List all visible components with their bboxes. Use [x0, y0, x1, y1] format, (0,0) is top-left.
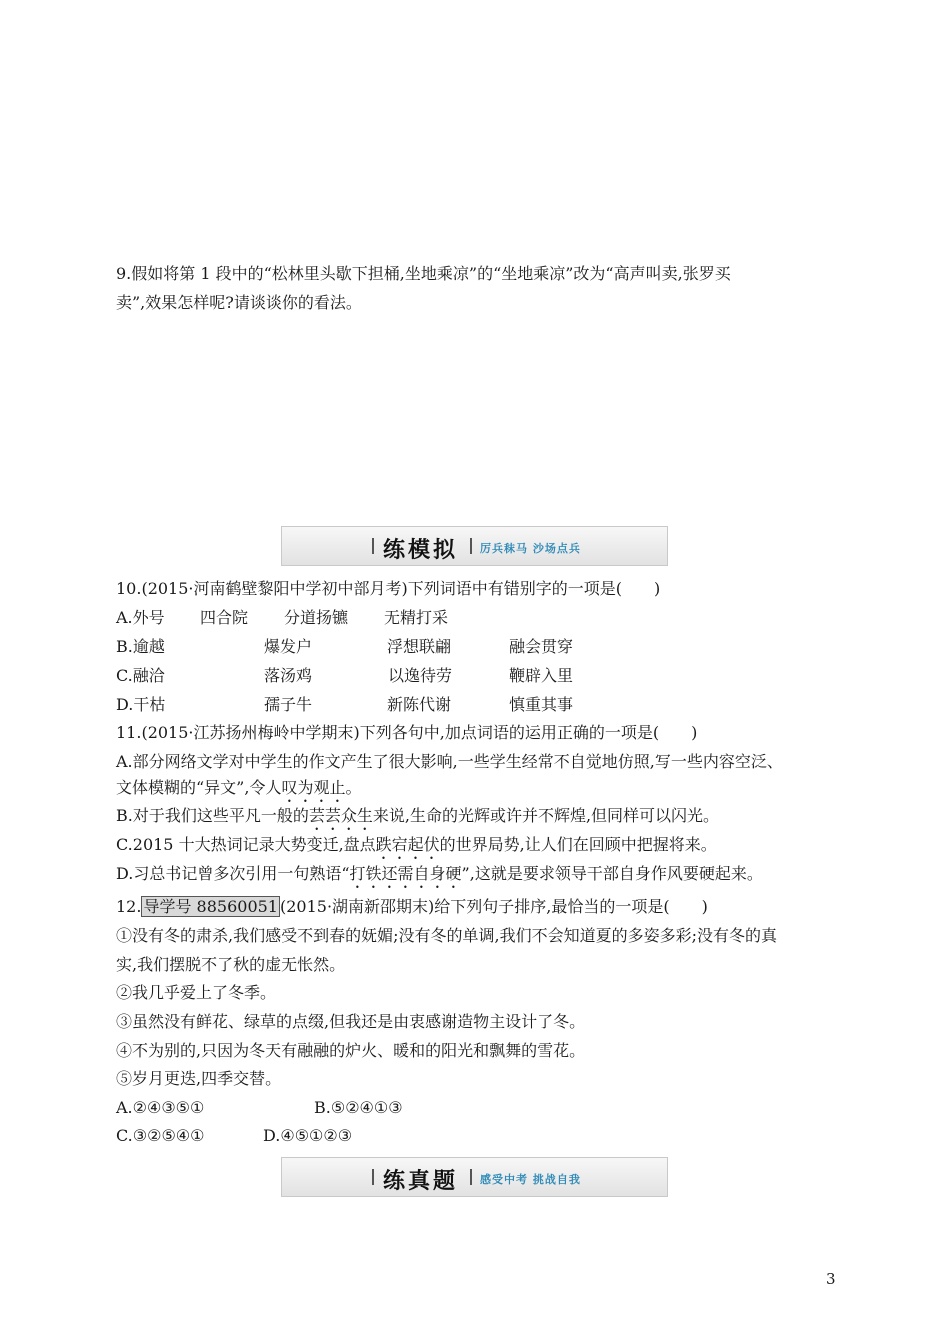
q11-option-a-line-1: A.部分网络文学对中学生的作文产生了很大影响,一些学生经常不自觉地仿照,写一些内容空泛、	[116, 752, 783, 771]
option-b: B.⑤②④①③	[314, 1098, 403, 1117]
banner-title: 练模拟	[383, 538, 459, 563]
section-banner-practice-real	[281, 1157, 668, 1197]
text: ”,这就是要求领导干部自身作风要硬起来。	[461, 864, 763, 883]
option-word: 孺子牛	[264, 695, 313, 714]
emphasized-phrase: 芸芸众生	[308, 806, 373, 825]
option-word: 鞭辟入里	[509, 666, 574, 685]
divider	[470, 1169, 472, 1185]
text: 的世界局势,让人们在回顾中把握将来。	[439, 835, 717, 854]
q12-sentence-3: ③虽然没有鲜花、绿草的点缀,但我还是由衷感谢造物主设计了冬。	[116, 1012, 586, 1031]
divider	[372, 538, 374, 554]
option-d: D.④⑤①②③	[263, 1126, 353, 1145]
text: C.2015 十大热词记录大势变迁,盘点	[116, 835, 376, 854]
option-word: 浮想联翩	[387, 637, 452, 656]
option-word: 慎重其事	[509, 695, 574, 714]
banner-subtitle: 感受中考 挑战自我	[480, 1173, 581, 1186]
q11-option-b	[116, 805, 719, 834]
option-a: A.②④③⑤①	[116, 1098, 205, 1117]
text: (2015·湖南新邵期末)给下列句子排序,最恰当的一项是( )	[279, 897, 708, 916]
emphasized-phrase: 叹为观止	[281, 778, 346, 797]
banner-title: 练真题	[383, 1169, 459, 1194]
q12-sentence-1-line-1: ①没有冬的肃杀,我们感受不到春的妩媚;没有冬的单调,我们不会知道夏的多姿多彩;没有冬的真	[116, 926, 777, 945]
text: D.习总书记曾多次引用一句熟语“	[116, 864, 350, 883]
emphasized-phrase: 跌宕起伏	[375, 835, 440, 854]
banner-subtitle: 厉兵秣马 沙场点兵	[480, 542, 581, 555]
text: 来说,生命的光辉或许并不辉煌,但同样可以闪光。	[372, 806, 720, 825]
question-number: 12.	[116, 897, 142, 916]
q12-sentence-1-line-2: 实,我们摆脱不了秋的虚无怅然。	[116, 955, 346, 974]
q12-sentence-5: ⑤岁月更迭,四季交替。	[116, 1069, 282, 1088]
q9-line-2: 卖”,效果怎样呢?请谈谈你的看法。	[116, 293, 362, 312]
option-word: 爆发户	[264, 637, 313, 656]
option-label: D.干枯	[116, 695, 166, 714]
text: 。	[345, 778, 362, 797]
option-word: 新陈代谢	[387, 695, 452, 714]
emphasized-phrase: 打铁还需自身硬	[349, 864, 462, 883]
option-word: 无精打采	[384, 608, 449, 627]
q12-sentence-4: ④不为别的,只因为冬天有融融的炉火、暖和的阳光和飘舞的雪花。	[116, 1041, 586, 1060]
option-word: 落汤鸡	[264, 666, 313, 685]
q12-sentence-2: ②我几乎爱上了冬季。	[116, 983, 277, 1002]
page-number: 3	[826, 1270, 836, 1288]
q11-option-d	[116, 863, 763, 892]
guide-number-tag: 导学号 88560051	[143, 897, 278, 916]
q12-stem	[116, 896, 708, 918]
q9-line-1: 9.假如将第 1 段中的“松林里头歇下担桶,坐地乘凉”的“坐地乘凉”改为“高声叫卖,张罗买	[116, 264, 731, 283]
section-banner-practice-mock	[281, 526, 668, 566]
q11-option-a-line-2	[116, 777, 361, 806]
option-word: 分道扬镳	[284, 608, 349, 627]
option-word: 四合院	[200, 608, 249, 627]
q11-option-c	[116, 834, 717, 863]
option-c: C.③②⑤④①	[116, 1126, 205, 1145]
divider	[372, 1169, 374, 1185]
option-word: 以逸待劳	[388, 666, 453, 685]
option-label: A.外号	[116, 608, 165, 627]
text: 文体模糊的“异文”,令人	[116, 778, 282, 797]
text: B.对于我们这些平凡一般的	[116, 806, 309, 825]
q10-stem: 10.(2015·河南鹤壁黎阳中学初中部月考)下列词语中有错别字的一项是( )	[116, 579, 661, 598]
option-label: C.融洽	[116, 666, 165, 685]
divider	[470, 538, 472, 554]
option-label: B.逾越	[116, 637, 165, 656]
q11-stem: 11.(2015·江苏扬州梅岭中学期末)下列各句中,加点词语的运用正确的一项是( )	[116, 723, 698, 742]
option-word: 融会贯穿	[509, 637, 574, 656]
